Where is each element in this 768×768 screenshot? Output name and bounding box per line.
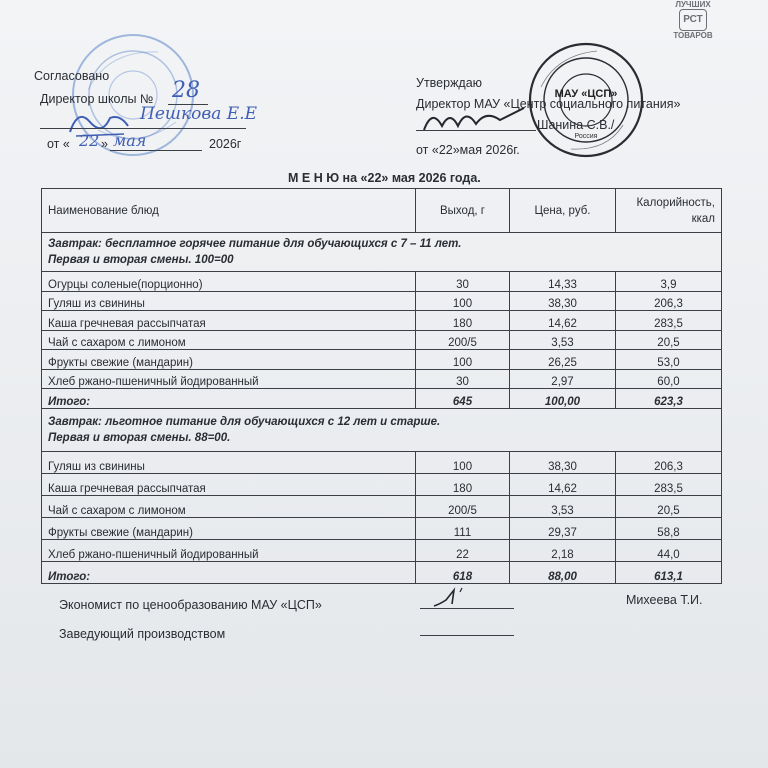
total-row: Итого: 645 100,00 623,3 [42,389,722,409]
right-signature-icon [420,100,530,140]
table-row: Гуляш из свинины 100 38,30 206,3 [42,291,722,311]
approval-left-year: 2026г [209,137,242,151]
approval-left-date-mid: » [101,137,108,151]
approval-left-day: 22 [79,131,100,150]
production-head-label: Заведующий производством [59,627,226,641]
approval-left-month: мая [113,131,147,150]
header-weight: Выход, г [416,189,510,233]
left-signature-name: Пешкова Е.Е [140,104,258,124]
approval-right-title: Утверждаю [416,76,483,90]
mau-csp-round-stamp: МАУ «ЦСП» Россия [527,41,645,159]
left-signature-line [40,128,246,129]
table-row: Фрукты свежие (мандарин) 111 29,37 58,8 [42,518,722,540]
section-heading: Завтрак: льготное питание для обучающихся с 12 лет и старше. Первая и вторая смены. 88=00. [42,409,722,452]
header-dish: Наименование блюд [42,189,416,233]
table-row: Чай с сахаром с лимоном 200/5 3,53 20,5 [42,330,722,350]
approval-left-title: Согласовано [34,69,110,83]
approval-right-name: Шанина С.В./ [537,118,615,132]
approval-left-date-prefix: от « [47,137,70,151]
table-row: Гуляш из свинины 100 38,30 206,3 [42,452,722,474]
table-row: Фрукты свежие (мандарин) 100 26,25 53,0 [42,350,722,370]
right-signature-line [416,130,536,131]
table-header-row [42,189,722,233]
approval-right-role: Директор МАУ «Центр социального питания» [416,97,681,111]
total-row: Итого: 618 88,00 613,1 [42,562,722,584]
section-row [42,233,722,272]
economist-signature-icon [430,586,490,610]
economist-signature-line [420,608,514,609]
table-row: Каша гречневая рассыпчатая 180 14,62 283,5 [42,474,722,496]
table-row: Огурцы соленые(порционно) 30 14,33 3,9 [42,272,722,292]
table-row: Каша гречневая рассыпчатая 180 14,62 283,5 [42,311,722,331]
menu-title: М Е Н Ю на «22» мая 2026 года. [288,171,481,185]
section-heading: Завтрак: бесплатное горячее питание для обучающихся с 7 – 11 лет. Первая и вторая смены. 100=00 [42,233,722,272]
table-row: Хлеб ржано-пшеничный йодированный 30 2,97 60,0 [42,369,722,389]
rst-mark-icon: РСТ [679,9,707,31]
school-number: 28 [172,78,200,103]
approval-right-date: от «22»мая 2026г. [416,143,520,157]
header-price: Цена, руб. [510,189,616,233]
table-row: Чай с сахаром с лимоном 200/5 3,53 20,5 [42,496,722,518]
economist-label: Экономист по ценообразованию МАУ «ЦСП» [59,598,322,612]
approval-left-role: Директор школы № [40,92,154,106]
section-row [42,409,722,452]
economist-name: Михеева Т.И. [626,593,703,607]
menu-table [41,188,722,584]
month-line [110,150,202,151]
header-calories: Калорийность, ккал [616,189,722,233]
production-head-signature-line [420,635,514,636]
table-row: Хлеб ржано-пшеничный йодированный 22 2,18 44,0 [42,540,722,562]
quality-logo: ЛУЧШИХ РСТ ТОВАРОВ [673,0,713,40]
